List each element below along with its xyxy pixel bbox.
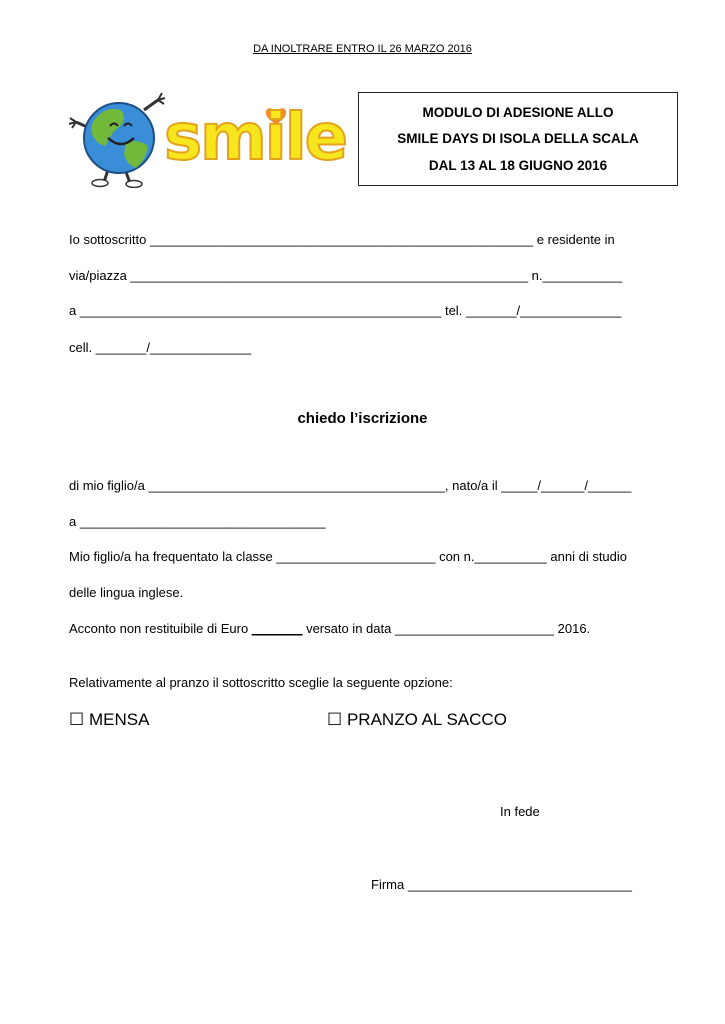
title-line-3: DAL 13 AL 18 GIUGNO 2016 (428, 158, 608, 174)
pranzo-al-sacco-checkbox[interactable]: ☐ PRANZO AL SACCO (327, 710, 507, 729)
signature-field[interactable]: Firma _______________________________ (371, 877, 632, 892)
address-field[interactable]: via/piazza _______________________________________________________ n.___________ (69, 268, 623, 283)
deposit-date-text[interactable]: versato in data ______________________ 2016. (302, 621, 591, 636)
deposit-field[interactable] (69, 622, 590, 635)
class-field[interactable]: Mio figlio/a ha frequentato la classe ______________________ con n.__________ anni di studio (69, 549, 628, 564)
title-line-1: MODULO DI ADESIONE ALLO (422, 104, 614, 120)
lunch-option-text: Relativamente al pranzo il sottoscritto sceglie la seguente opzione: (69, 675, 453, 690)
english-study-text: delle lingua inglese. (69, 585, 184, 600)
title-box (358, 92, 678, 186)
birthplace-field[interactable]: a __________________________________ (69, 514, 326, 529)
smile-logo (66, 88, 348, 188)
in-fede-text: In fede (500, 804, 540, 819)
cell-field[interactable]: cell. _______/______________ (69, 340, 252, 355)
name-field[interactable]: Io sottoscritto _____________________________________________________ e residente in (69, 232, 615, 247)
city-phone-field[interactable]: a __________________________________________________ tel. _______/______________ (69, 303, 622, 318)
child-name-field[interactable]: di mio figlio/a _________________________________________, nato/a il _____/______/______ (69, 478, 632, 493)
logo-wordmark: smile (164, 101, 347, 175)
section-heading: chiedo l’iscrizione (297, 410, 428, 427)
deadline-note: DA INOLTRARE ENTRO IL 26 MARZO 2016 (253, 43, 472, 55)
mensa-checkbox[interactable]: ☐ MENSA (69, 710, 150, 729)
deposit-amount-blank[interactable]: _______ (251, 621, 303, 636)
title-line-2: SMILE DAYS DI ISOLA DELLA SCALA (397, 131, 639, 147)
deposit-label: Acconto non restituibile di Euro (69, 621, 252, 636)
